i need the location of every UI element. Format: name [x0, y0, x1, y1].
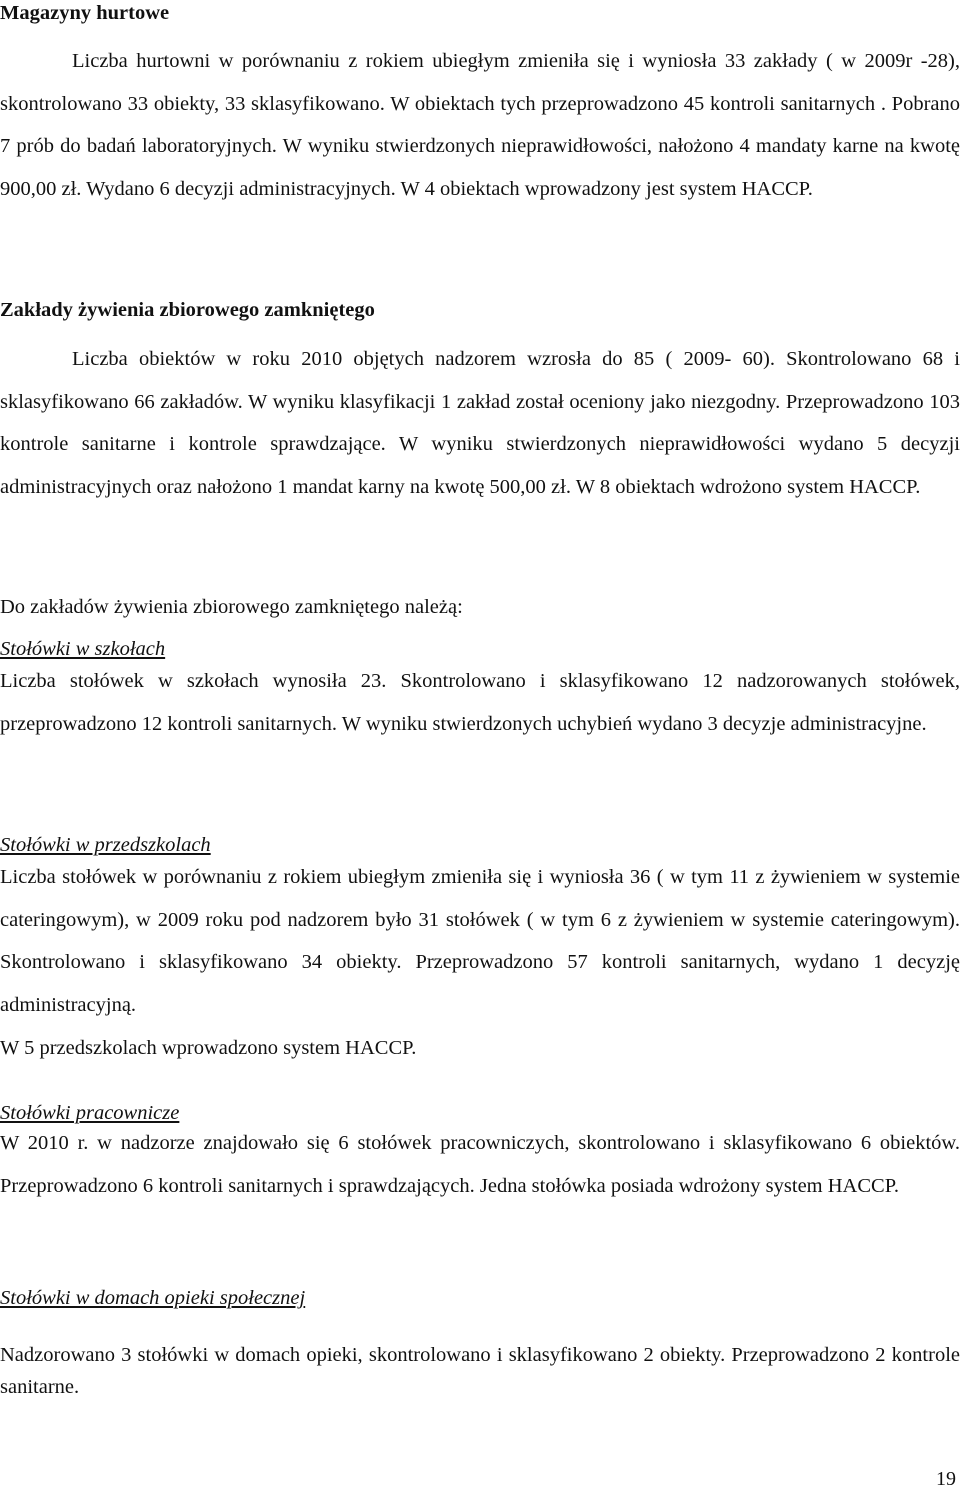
- section-title-care-homes: Stołówki w domach opieki społecznej: [0, 1287, 306, 1309]
- section-title-workplace: Stołówki pracownicze: [0, 1102, 180, 1124]
- paragraph-workplace: W 2010 r. w nadzorze znajdowało się 6 stołówek pracowniczych, skontrolowano i sklasyfikowano 6 obiektów. Przeprowadzono 6 kontroli sanitarnych i sprawdzających. Jedna stołówka posiada wdrożony system HACCP.: [0, 1132, 960, 1197]
- section-closed-catering: [0, 297, 960, 509]
- section-schools: [0, 636, 960, 745]
- intro-line: Do zakładów żywienia zbiorowego zamkniętego należą:: [0, 596, 463, 618]
- paragraph-care-homes: Nadzorowano 3 stołówki w domach opieki, skontrolowano i sklasyfikowano 2 obiekty. Przeprowadzono 2 kontrole sanitarne.: [0, 1344, 960, 1398]
- section-care-homes: [0, 1285, 960, 1403]
- section-wholesale: [0, 0, 960, 210]
- section-preschools: [0, 832, 960, 1061]
- page-number: 19: [936, 1468, 956, 1490]
- paragraph-wholesale: Liczba hurtowni w porównaniu z rokiem ubiegłym zmieniła się i wyniosła 33 zakłady ( w 2009r -28), skontrolowano 33 obiekty, 33 sklasyfikowano. W obiektach tych przeprowadzono 45 kontroli sanitarnych . Pobrano 7 prób do badań laboratoryjnych. W wyniku stwierdzonych nieprawidłowości, nałożono 4 mandaty karne na kwotę 900,00 zł. Wydano 6 decyzji administracyjnych. W 4 obiektach wprowadzony jest system HACCP.: [0, 50, 960, 200]
- paragraph-closed-catering: Liczba obiektów w roku 2010 objętych nadzorem wzrosła do 85 ( 2009- 60). Skontrolowano 68 i sklasyfikowano 66 zakładów. W wyniku klasyfikacji 1 zakład został oceniony jako niezgodny. Przeprowadzono 103 kontrole sanitarne i kontrole sprawdzające. W wyniku stwierdzonych nieprawidłowości wydano 5 decyzji administracyjnych oraz nałożono 1 mandat karny na kwotę 500,00 zł. W 8 obiektach wdrożono system HACCP.: [0, 348, 960, 499]
- section-title-schools: Stołówki w szkołach: [0, 638, 166, 660]
- paragraph-schools: Liczba stołówek w szkołach wynosiła 23. Skontrolowano i sklasyfikowano 12 nadzorowanych stołówek, przeprowadzono 12 kontroli sanitarnych. W wyniku stwierdzonych uchybień wydano 3 decyzje administracyjne.: [0, 670, 960, 735]
- section-title-closed-catering: Zakłady żywienia zbiorowego zamkniętego: [0, 299, 375, 321]
- section-title-wholesale: Magazyny hurtowe: [0, 2, 170, 24]
- section-workplace: [0, 1100, 960, 1207]
- section-title-preschools: Stołówki w przedszkolach: [0, 834, 211, 856]
- paragraph-preschools: Liczba stołówek w porównaniu z rokiem ubiegłym zmieniła się i wyniosła 36 ( w tym 11 z żywieniem w systemie cateringowym), w 2009 roku pod nadzorem było 31 stołówek ( w tym 6 z żywieniem w systemie cateringowym). Skontrolowano i sklasyfikowano 34 obiekty. Przeprowadzono 57 kontroli sanitarnych, wydano 1 decyzję administracyjną.: [0, 866, 960, 1017]
- paragraph-preschools-haccp: W 5 przedszkolach wprowadzono system HACCP.: [0, 1036, 417, 1059]
